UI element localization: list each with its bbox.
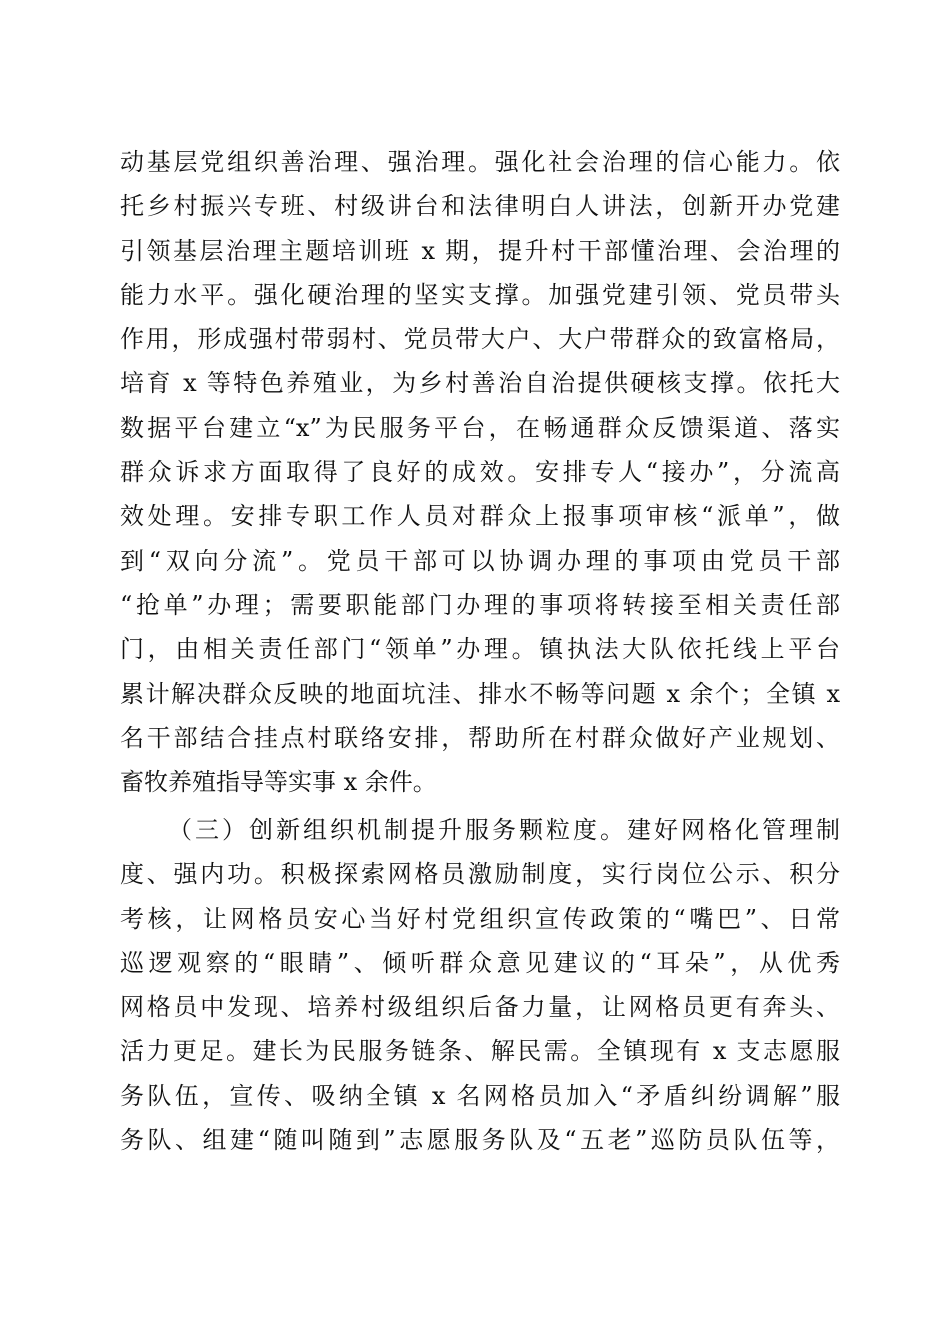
- paragraph-line: 托乡村振兴专班、村级讲台和法律明白人讲法，创新开办党建: [120, 192, 840, 221]
- paragraph-2: [120, 808, 840, 1162]
- paragraph-line: 畜牧养殖指导等实事 x 余件。: [120, 768, 437, 797]
- paragraph-line: 引领基层治理主题培训班 x 期，提升村干部懂治理、会治理的: [120, 236, 840, 265]
- paragraph-line: 培育 x 等特色养殖业，为乡村善治自治提供硬核支撑。依托大: [120, 369, 840, 398]
- paragraph-line: 效处理。安排专职工作人员对群众上报事项审核“派单”，做: [120, 502, 840, 531]
- paragraph-line: 活力更足。建长为民服务链条、解民需。全镇现有 x 支志愿服: [120, 1037, 840, 1066]
- paragraph-line: 度、强内功。积极探索网格员激励制度，实行岗位公示、积分: [120, 860, 840, 889]
- paragraph-1: [120, 140, 840, 804]
- paragraph-line: 名干部结合挂点村联络安排，帮助所在村群众做好产业规划、: [120, 723, 840, 752]
- paragraph-line: 作用，形成强村带弱村、党员带大户、大户带群众的致富格局，: [120, 325, 840, 354]
- paragraph-line: 务队伍，宣传、吸纳全镇 x 名网格员加入“矛盾纠纷调解”服: [120, 1081, 840, 1110]
- paragraph-line: 到“双向分流”。党员干部可以协调办理的事项由党员干部: [120, 546, 840, 575]
- paragraph-line: 累计解决群众反映的地面坑洼、排水不畅等问题 x 余个；全镇 x: [120, 679, 840, 708]
- paragraph-line: 数据平台建立“x”为民服务平台，在畅通群众反馈渠道、落实: [120, 413, 840, 442]
- paragraph-line: 网格员中发现、培养村级组织后备力量，让网格员更有奔头、: [120, 993, 840, 1022]
- paragraph-line: 能力水平。强化硬治理的坚实支撑。加强党建引领、党员带头: [120, 280, 840, 309]
- paragraph-line: 群众诉求方面取得了良好的成效。安排专人“接办”，分流高: [120, 458, 840, 487]
- paragraph-line: 门，由相关责任部门“领单”办理。镇执法大队依托线上平台: [120, 635, 840, 664]
- section-heading-line: （三）创新组织机制提升服务颗粒度。建好网格化管理制: [168, 816, 840, 844]
- paragraph-line: 巡逻观察的“眼睛”、倾听群众意见建议的“耳朵”，从优秀: [120, 948, 840, 977]
- paragraph-line: 务队、组建“随叫随到”志愿服务队及“五老”巡防员队伍等，: [120, 1126, 840, 1155]
- paragraph-line: “抢单”办理；需要职能部门办理的事项将转接至相关责任部: [120, 590, 840, 619]
- paragraph-line: 考核，让网格员安心当好村党组织宣传政策的“嘴巴”、日常: [120, 904, 840, 933]
- paragraph-line: 动基层党组织善治理、强治理。强化社会治理的信心能力。依: [120, 148, 840, 176]
